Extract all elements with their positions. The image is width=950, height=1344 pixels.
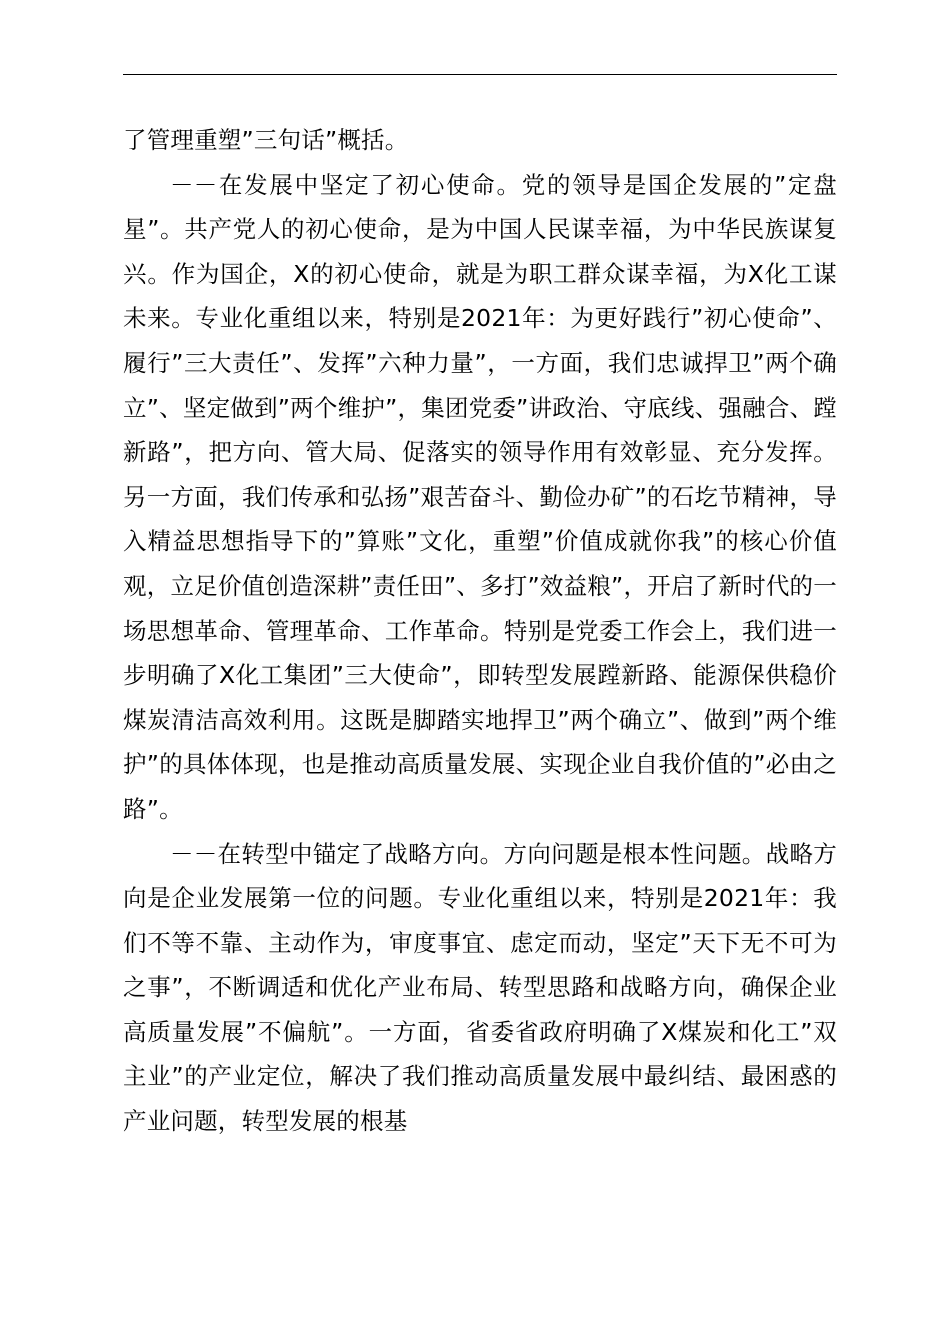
header-rule — [123, 74, 837, 75]
paragraph-strategy: －－在转型中锚定了战略方向。方向问题是根本性问题。战略方向是企业发展第一位的问题。专业化重组以来，特别是2021年：我们不等不靠、主动作为，审度事宜、虑定而动，坚定”天下无不可为之事”，不断调适和优化产业布局、转型思路和战略方向，确保企业高质量发展”不偏航”。一方面，省委省政府明确了X煤炭和化工”双主业”的产业定位，解决了我们推动高质量发展中最纠结、最困惑的产业问题，转型发展的根基 — [123, 839, 837, 1136]
body-text — [123, 118, 837, 1144]
paragraph-continuation: 了管理重塑”三句话”概括。 — [123, 126, 409, 154]
paragraph-mission: －－在发展中坚定了初心使命。党的领导是国企发展的”定盘星”。共产党人的初心使命，是为中国人民谋幸福，为中华民族谋复兴。作为国企，X的初心使命，就是为职工群众谋幸福，为X化工谋未来。专业化重组以来，特别是2021年：为更好践行”初心使命”、履行”三大责任”、发挥”六种力量”，一方面，我们忠诚捍卫”两个确立”、坚定做到”两个维护”，集团党委”讲政治、守底线、强融合、蹚新路”，把方向、管大局、促落实的领导作用有效彰显、充分发挥。另一方面，我们传承和弘扬”艰苦奋斗、勤俭办矿”的石圪节精神，导入精益思想指导下的”算账”文化，重塑”价值成就你我”的核心价值观，立足价值创造深耕”责任田”、多打”效益粮”，开启了新时代的一场思想革命、管理革命、工作革命。特别是党委工作会上，我们进一步明确了X化工集团”三大使命”，即转型发展蹚新路、能源保供稳价煤炭清洁高效利用。这既是脚踏实地捍卫”两个确立”、做到”两个维护”的具体体现，也是推动高质量发展、实现企业自我价值的”必由之路”。 — [123, 170, 837, 823]
